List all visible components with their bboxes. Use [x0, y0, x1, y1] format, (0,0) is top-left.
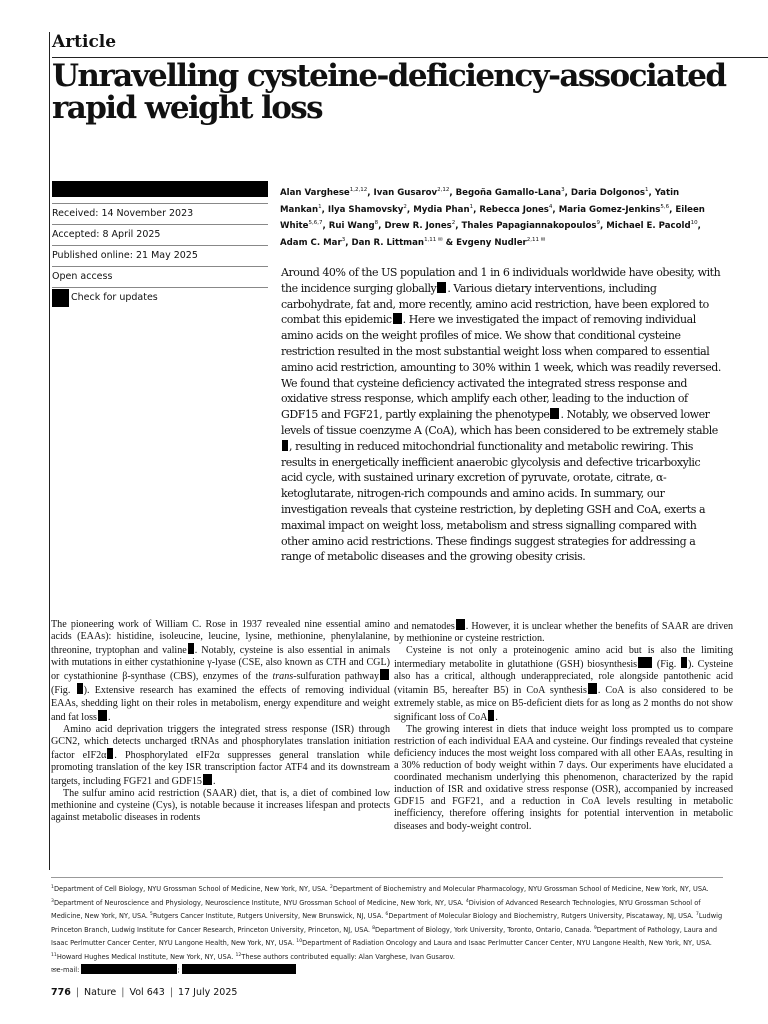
text-run: ). Extensive research has examined the effects of removing individual EAAs, shedding light on their roles in metabolism, energy expenditure and weight and fat loss: [51, 685, 390, 723]
author-separator: ,: [378, 220, 385, 231]
author-affiliation-marker: 3: [561, 187, 565, 193]
author-name[interactable]: Alan Varghese: [280, 187, 350, 198]
email-separator: ;: [177, 965, 182, 974]
affiliation-text: Department of Pathology, Laura and Isaac Perlmutter Cancer Center, NYU Langone Health, New York, NY, USA.: [51, 925, 718, 948]
text-run: The pioneering work of William C. Rose in 1937 revealed nine essential amino acids (EAAs): histidine, isoleucine, leucine, lysine, methionine, phenylalanine, threonine, tryptophan and valine: [51, 619, 390, 657]
title-line-2: rapid weight loss: [52, 90, 323, 126]
text-run: . Notably, cysteine is also essential in animals with mutations in either cystathionine γ-lyase (CSE, also known as CTH and CGL) or cystathionine β-synthase (CBS), enzymes of the: [51, 645, 390, 683]
accepted-date: Accepted: 8 April 2025: [52, 225, 268, 246]
redacted-citation: [203, 774, 212, 785]
text-run: . CoA is also considered to be extremely stable, as mice on B5-deficient diets for as long as 2 months do not show significant loss of CoA: [394, 685, 733, 723]
journal-name: Nature: [84, 987, 117, 998]
author-separator: ,: [321, 204, 328, 215]
author-name[interactable]: Rebecca Jones: [479, 204, 549, 215]
author-separator: ,: [599, 220, 607, 231]
text-run: (Fig.: [51, 685, 76, 697]
text-run: . Phosphorylated eIF2α suppresses general translation while promoting translation of the key ISR transcription factor ATF4 and its downstream targets, including FGF21 and GDF15: [51, 749, 390, 788]
affiliation-text: Division of Advanced Research Technologies, NYU Grossman School of Medicine, New York, NY, USA.: [51, 898, 701, 921]
author-affiliation-marker: 1: [318, 203, 322, 210]
text-run: . Notably, we observed lower levels of tissue coenzyme A (CoA), which has been considered to be extremely stable: [281, 408, 718, 437]
text-run: Around 40% of the US population and 1 in 6 individuals worldwide have obesity, with the incidence surging globally: [281, 266, 721, 295]
affiliation-text: Department of Molecular Biology and Biochemistry, Rutgers University, Piscataway, NJ, USA.: [388, 912, 696, 921]
author-affiliation-marker: 5,6,7: [308, 220, 323, 227]
text-run: The sulfur amino acid restriction (SAAR) diet, that is, a diet of combined low methionine and cysteine (Cys), is notable because it increases lifespan and protects against metabolic diseases in rodents: [51, 788, 390, 824]
text-run: Cysteine is not only a proteinogenic amino acid but is also the limiting intermediary metabolite in glutathione (GSH) biosynthesis: [394, 645, 733, 671]
text-run: .: [495, 711, 498, 723]
author-affiliation-marker: 3: [341, 236, 346, 243]
check-updates-label: Check for updates: [71, 292, 158, 303]
italic-run: trans: [272, 671, 294, 683]
affiliation-text: Department of Biochemistry and Molecular Pharmacology, NYU Grossman School of Medicine, New York, NY, USA.: [332, 885, 709, 894]
text-run: Amino acid deprivation triggers the integrated stress response (ISR) through GCN2, which detects uncharged tRNAs and phosphorylates translation initiation factor eIF2α: [51, 723, 390, 761]
author-name[interactable]: Eileen White: [280, 204, 705, 231]
author-affiliation-marker: 1,2,12: [349, 187, 368, 193]
redacted-citation: [456, 619, 465, 630]
author-name[interactable]: Daria Dolgonos: [570, 187, 645, 198]
author-affiliation-marker: 1,11 ✉: [424, 236, 443, 243]
body-paragraph: [394, 645, 733, 724]
author-affiliation-marker: 1: [469, 203, 474, 210]
author-separator: ,: [552, 204, 559, 215]
affiliation-text: Department of Cell Biology, NYU Grossman School of Medicine, New York, NY, USA.: [53, 885, 330, 894]
redacted-citation: [437, 282, 446, 293]
journal-volume: Vol 643: [129, 987, 165, 998]
body-column-left: [51, 619, 390, 825]
check-updates-icon: [52, 289, 69, 307]
author-name[interactable]: Maria Gomez-Jenkins: [558, 204, 661, 215]
footer-separator: |: [75, 987, 80, 998]
redacted-citation: [681, 657, 687, 668]
affiliation-text: Ludwig Princeton Branch, Ludwig Institute for Cancer Research, Princeton University, Princeton, NJ, USA.: [51, 912, 723, 934]
author-separator: ,: [697, 220, 701, 231]
title-line-1: Unravelling cysteine-deficiency-associated: [52, 58, 726, 94]
text-run: (Fig.: [653, 659, 680, 671]
author-name[interactable]: Michael E. Pacold: [606, 220, 691, 231]
author-name[interactable]: Thales Papagiannakopoulos: [461, 220, 597, 231]
received-date: Received: 14 November 2023: [52, 203, 268, 225]
page-footer: [51, 987, 237, 998]
author-name[interactable]: Ilya Shamovsky: [327, 204, 404, 215]
published-date: Published online: 21 May 2025: [52, 246, 268, 267]
author-name[interactable]: Evgeny Nudler: [456, 237, 527, 248]
affiliation-number: 8: [372, 925, 376, 931]
redacted-citation: [588, 683, 597, 694]
email-label: e-mail:: [56, 965, 82, 974]
article-title: [52, 60, 764, 124]
affiliation-number: 10: [296, 939, 303, 945]
affiliation-number: 11: [51, 952, 57, 958]
abstract: [281, 265, 724, 565]
redacted-citation: [488, 710, 494, 721]
text-run: The growing interest in diets that induce weight loss prompted us to compare restriction of each individual EAA and cysteine. Our findings revealed that cysteine deficiency induces the most weight loss compared with all other EAAs, resulting in a 30% reduction of body weight within 7 days. Our experiments have elucidated a coordinated mechanism underlying this phenomenon, characterized by the rapid induction of ISR and oxidative stress response (OSR), accompanied by increased GDF15 and FGF21, and a reduction in CoA levels resulting in metabolic inefficiency, therefore offering insights for potential intervention in metabolic diseases and body-weight control.: [394, 723, 733, 832]
redacted-email: [182, 964, 296, 974]
affiliation-text: These authors contributed equally: Alan Varghese, Ivan Gusarov.: [241, 953, 455, 962]
body-paragraph: [51, 788, 390, 824]
check-for-updates[interactable]: [52, 288, 268, 308]
body-paragraph: [394, 619, 733, 645]
affiliation-number: 2: [329, 885, 333, 890]
affiliations-rule: [51, 877, 723, 878]
text-run: ). Cysteine also has a critical, although underappreciated, role alongside pantothenic acid (vitamin B5, hereafter B5) in CoA synthesis: [394, 659, 733, 697]
author-name[interactable]: Yatin Mankan: [280, 187, 680, 215]
left-margin-rule: [49, 32, 50, 870]
text-run: and nematodes: [394, 621, 455, 632]
author-affiliation-marker: 5,6: [660, 203, 670, 210]
affiliation-number: 3: [51, 898, 54, 904]
affiliation-number: 7: [695, 912, 699, 918]
article-type-label: Article: [52, 32, 117, 52]
author-affiliation-marker: 9: [596, 220, 600, 227]
body-paragraph: [51, 724, 390, 788]
affiliations: [51, 882, 723, 976]
affiliation-number: 5: [149, 912, 153, 918]
text-run: . Various dietary interventions, including carbohydrate, fat and, more recently, amino acid restriction, have been explored to combat this epidemic: [281, 281, 709, 327]
author-separator: ,: [473, 204, 480, 215]
open-access-label[interactable]: Open access: [52, 267, 268, 288]
author-name[interactable]: Dan R. Littman: [351, 237, 425, 248]
affiliation-text: Rutgers Cancer Institute, Rutgers University, New Brunswick, NJ, USA.: [152, 912, 386, 921]
author-separator: ,: [449, 187, 456, 198]
author-separator: ,: [322, 220, 329, 231]
affiliation-number: 6: [385, 912, 389, 918]
affiliation-number: 4: [465, 898, 469, 904]
redacted-email: [81, 964, 177, 974]
redacted-citation: [107, 748, 113, 759]
author-separator: ,: [455, 220, 462, 231]
author-name[interactable]: Ivan Gusarov: [373, 187, 438, 198]
author-separator: &: [442, 237, 457, 248]
author-name[interactable]: Begoña Gamallo-Lana: [455, 187, 562, 198]
author-affiliation-marker: 2: [403, 203, 407, 210]
body-paragraph: [394, 724, 733, 833]
redacted-citation: [188, 643, 194, 654]
footer-separator: |: [121, 987, 125, 998]
redacted-citation: [98, 710, 107, 721]
author-separator: ,: [367, 187, 374, 198]
page-number: 776: [51, 987, 71, 998]
text-run: . Here we investigated the impact of removing individual amino acids on the weight profiles of mice. We show that conditional cysteine restriction resulted in the most substantial weight loss when compared to essential amino acid restriction, amounting to 30% within 1 week, which was readily reversed. We found that cysteine deficiency activated the integrated stress response and oxidative stress response, which amplify each other, leading to the induction of GDF15 and FGF21, partly explaining the phenotype: [281, 313, 721, 422]
text-run: .: [212, 776, 216, 788]
redacted-citation: [77, 683, 83, 694]
affiliation-text: Howard Hughes Medical Institute, New York, NY, USA.: [56, 953, 236, 962]
redacted-citation: [550, 408, 559, 419]
author-separator: ,: [564, 187, 571, 198]
text-run: -sulfuration pathway: [293, 671, 380, 683]
author-affiliation-marker: 10: [690, 220, 698, 227]
publication-meta: [52, 203, 268, 308]
author-name[interactable]: Drew R. Jones: [384, 220, 452, 231]
redacted-citation: [282, 440, 288, 451]
affiliation-number: 9: [593, 925, 597, 931]
author-name[interactable]: Rui Wang: [328, 220, 375, 231]
author-separator: ,: [406, 204, 414, 215]
author-list: [280, 184, 716, 250]
author-affiliation-marker: 2,11 ✉: [526, 236, 546, 243]
author-name[interactable]: Adam C. Mar: [280, 237, 342, 248]
affiliation-number: 1: [51, 885, 54, 890]
affiliation-text: Department of Biology, York University, Toronto, Ontario, Canada.: [375, 925, 594, 934]
text-run: , resulting in reduced mitochondrial functionality and metabolic rewiring. This results in energetically inefficient anaerobic glycolysis and defective tricarboxylic acid cycle, with sustained urinary excretion of pyruvate, orotate, citrate, α-ketoglutarate, nitrogen-rich compounds and amino acids. In summary, our investigation reveals that cysteine restriction, by depleting GSH and CoA, exerts a maximal impact on weight loss, metabolism and stress signalling compared with other amino acid restrictions. These findings suggest strategies for addressing a range of metabolic diseases and the growing obesity crisis.: [281, 439, 706, 564]
author-separator: ,: [669, 204, 676, 215]
redacted-citation: [638, 657, 652, 668]
email-icon: ✉: [51, 965, 57, 974]
issue-date: 17 July 2025: [178, 987, 238, 998]
body-column-right: [394, 619, 733, 833]
redacted-citation: [393, 313, 402, 324]
footer-separator: |: [169, 987, 174, 998]
author-affiliation-marker: 2: [451, 220, 456, 227]
text-run: . However, it is unclear whether the benefits of SAAR are driven by methionine or cysteine restriction.: [394, 621, 734, 645]
author-affiliation-marker: 2,12: [437, 187, 450, 193]
author-affiliation-marker: 4: [548, 203, 553, 210]
text-run: .: [107, 711, 111, 723]
redacted-citation: [380, 669, 389, 680]
affiliation-text: Department of Neuroscience and Physiology, Neuroscience Institute, NYU Grossman School of Medicine, New York, NY, USA.: [53, 898, 466, 907]
body-paragraph: [51, 619, 390, 724]
author-separator: ,: [648, 187, 655, 198]
affiliation-number: 12: [235, 952, 242, 958]
author-affiliation-marker: 1: [644, 187, 649, 193]
author-affiliation-marker: 8: [374, 220, 379, 227]
author-separator: ,: [345, 237, 352, 248]
author-name[interactable]: Mydia Phan: [413, 204, 470, 215]
redacted-block: [52, 181, 268, 197]
affiliation-text: Department of Radiation Oncology and Laura and Isaac Perlmutter Cancer Center, NYU Langone Health, New York, NY, USA.: [302, 939, 712, 948]
